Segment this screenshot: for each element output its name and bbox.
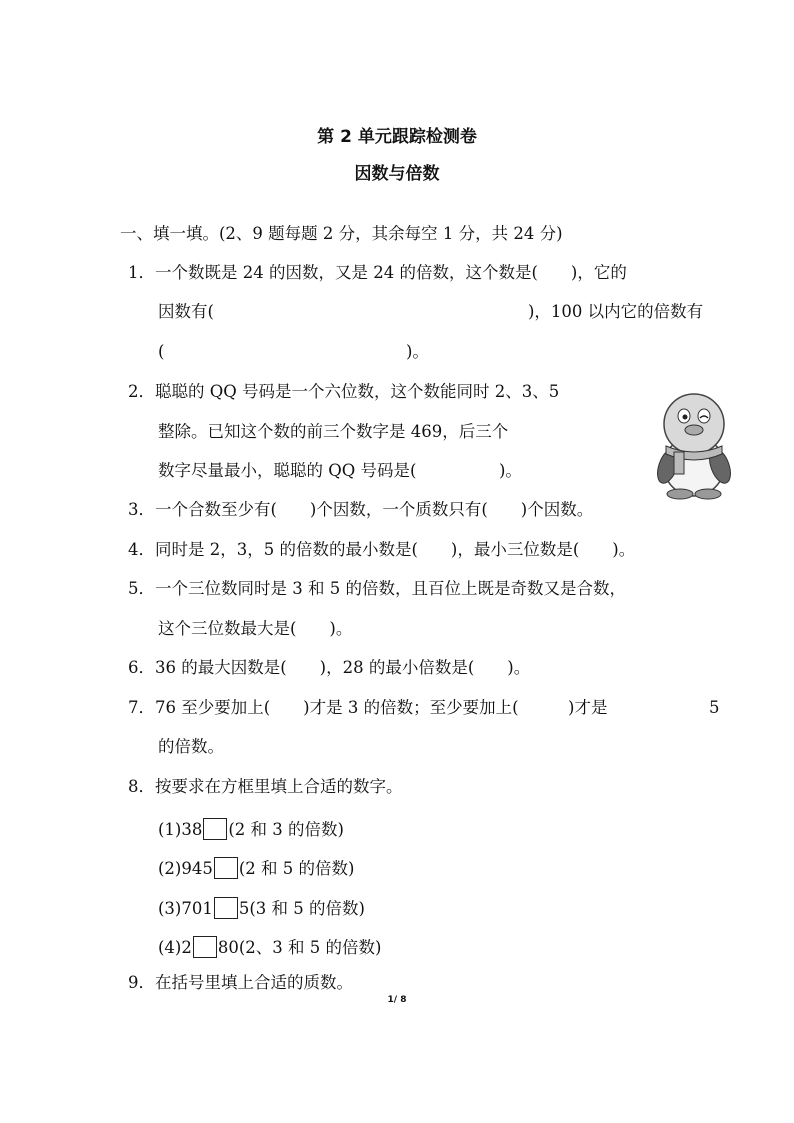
page-title: 第 2 单元跟踪检测卷	[317, 127, 477, 147]
answer-box[interactable]	[214, 857, 238, 879]
q1-line3-end: )。	[406, 342, 429, 361]
q8-item-suffix: 5(3 和 5 的倍数)	[238, 899, 365, 918]
q1-line3-start: (	[158, 342, 165, 361]
q9-line1: 9．在括号里填上合适的质数。	[128, 973, 353, 992]
q8-item-suffix: 80(2、3 和 5 的倍数)	[217, 938, 382, 957]
q8-item-suffix: (2 和 3 的倍数)	[228, 820, 344, 839]
q8-item	[158, 897, 365, 920]
q8-item	[158, 936, 381, 959]
q7-line2: 的倍数。	[158, 737, 224, 756]
answer-box[interactable]	[203, 818, 227, 840]
q5-line1: 5．一个三位数同时是 3 和 5 的倍数，且百位上既是奇数又是合数，	[128, 579, 626, 598]
q8-line1: 8．按要求在方框里填上合适的数字。	[128, 777, 403, 796]
q2-line3: 数字尽量最小，聪聪的 QQ 号码是( )。	[158, 461, 522, 480]
answer-box[interactable]	[193, 936, 217, 958]
q4-line1: 4．同时是 2，3，5 的倍数的最小数是( )，最小三位数是( )。	[128, 540, 636, 559]
q8-item-prefix: (2)945	[158, 859, 213, 878]
q8-item	[158, 857, 354, 880]
q6-line1: 6．36 的最大因数是( )，28 的最小倍数是( )。	[128, 658, 531, 677]
q8-item	[158, 818, 344, 841]
penguin-mascot-icon	[648, 388, 740, 500]
q3-line1: 3．一个合数至少有( )个因数，一个质数只有( )个因数。	[128, 500, 594, 519]
q1-line1: 1．一个数既是 24 的因数，又是 24 的倍数，这个数是( )，它的	[128, 263, 627, 282]
page-number: 1/ 8	[387, 995, 407, 1005]
q8-item-prefix: (4)2	[158, 938, 192, 957]
q5-line2: 这个三位数最大是( )。	[158, 619, 353, 638]
q8-item-prefix: (1)38	[158, 820, 203, 839]
q2-line1: 2．聪聪的 QQ 号码是一个六位数，这个数能同时 2、3、5	[128, 382, 560, 401]
q1-line2-start: 因数有(	[158, 302, 214, 321]
q8-item-prefix: (3)701	[158, 899, 213, 918]
answer-box[interactable]	[214, 897, 238, 919]
q2-line2: 整除。已知这个数的前三个数字是 469，后三个	[158, 422, 509, 441]
page-subtitle: 因数与倍数	[354, 164, 440, 184]
section-heading: 一、填一填。(2、9 题每题 2 分，其余每空 1 分，共 24 分)	[120, 224, 563, 243]
q1-line2-end: )，100 以内它的倍数有	[528, 302, 704, 321]
q7-line1-end: 5	[709, 698, 720, 717]
q8-item-suffix: (2 和 5 的倍数)	[238, 859, 355, 878]
q7-line1: 7．76 至少要加上( )才是 3 的倍数；至少要加上( )才是	[128, 698, 608, 717]
